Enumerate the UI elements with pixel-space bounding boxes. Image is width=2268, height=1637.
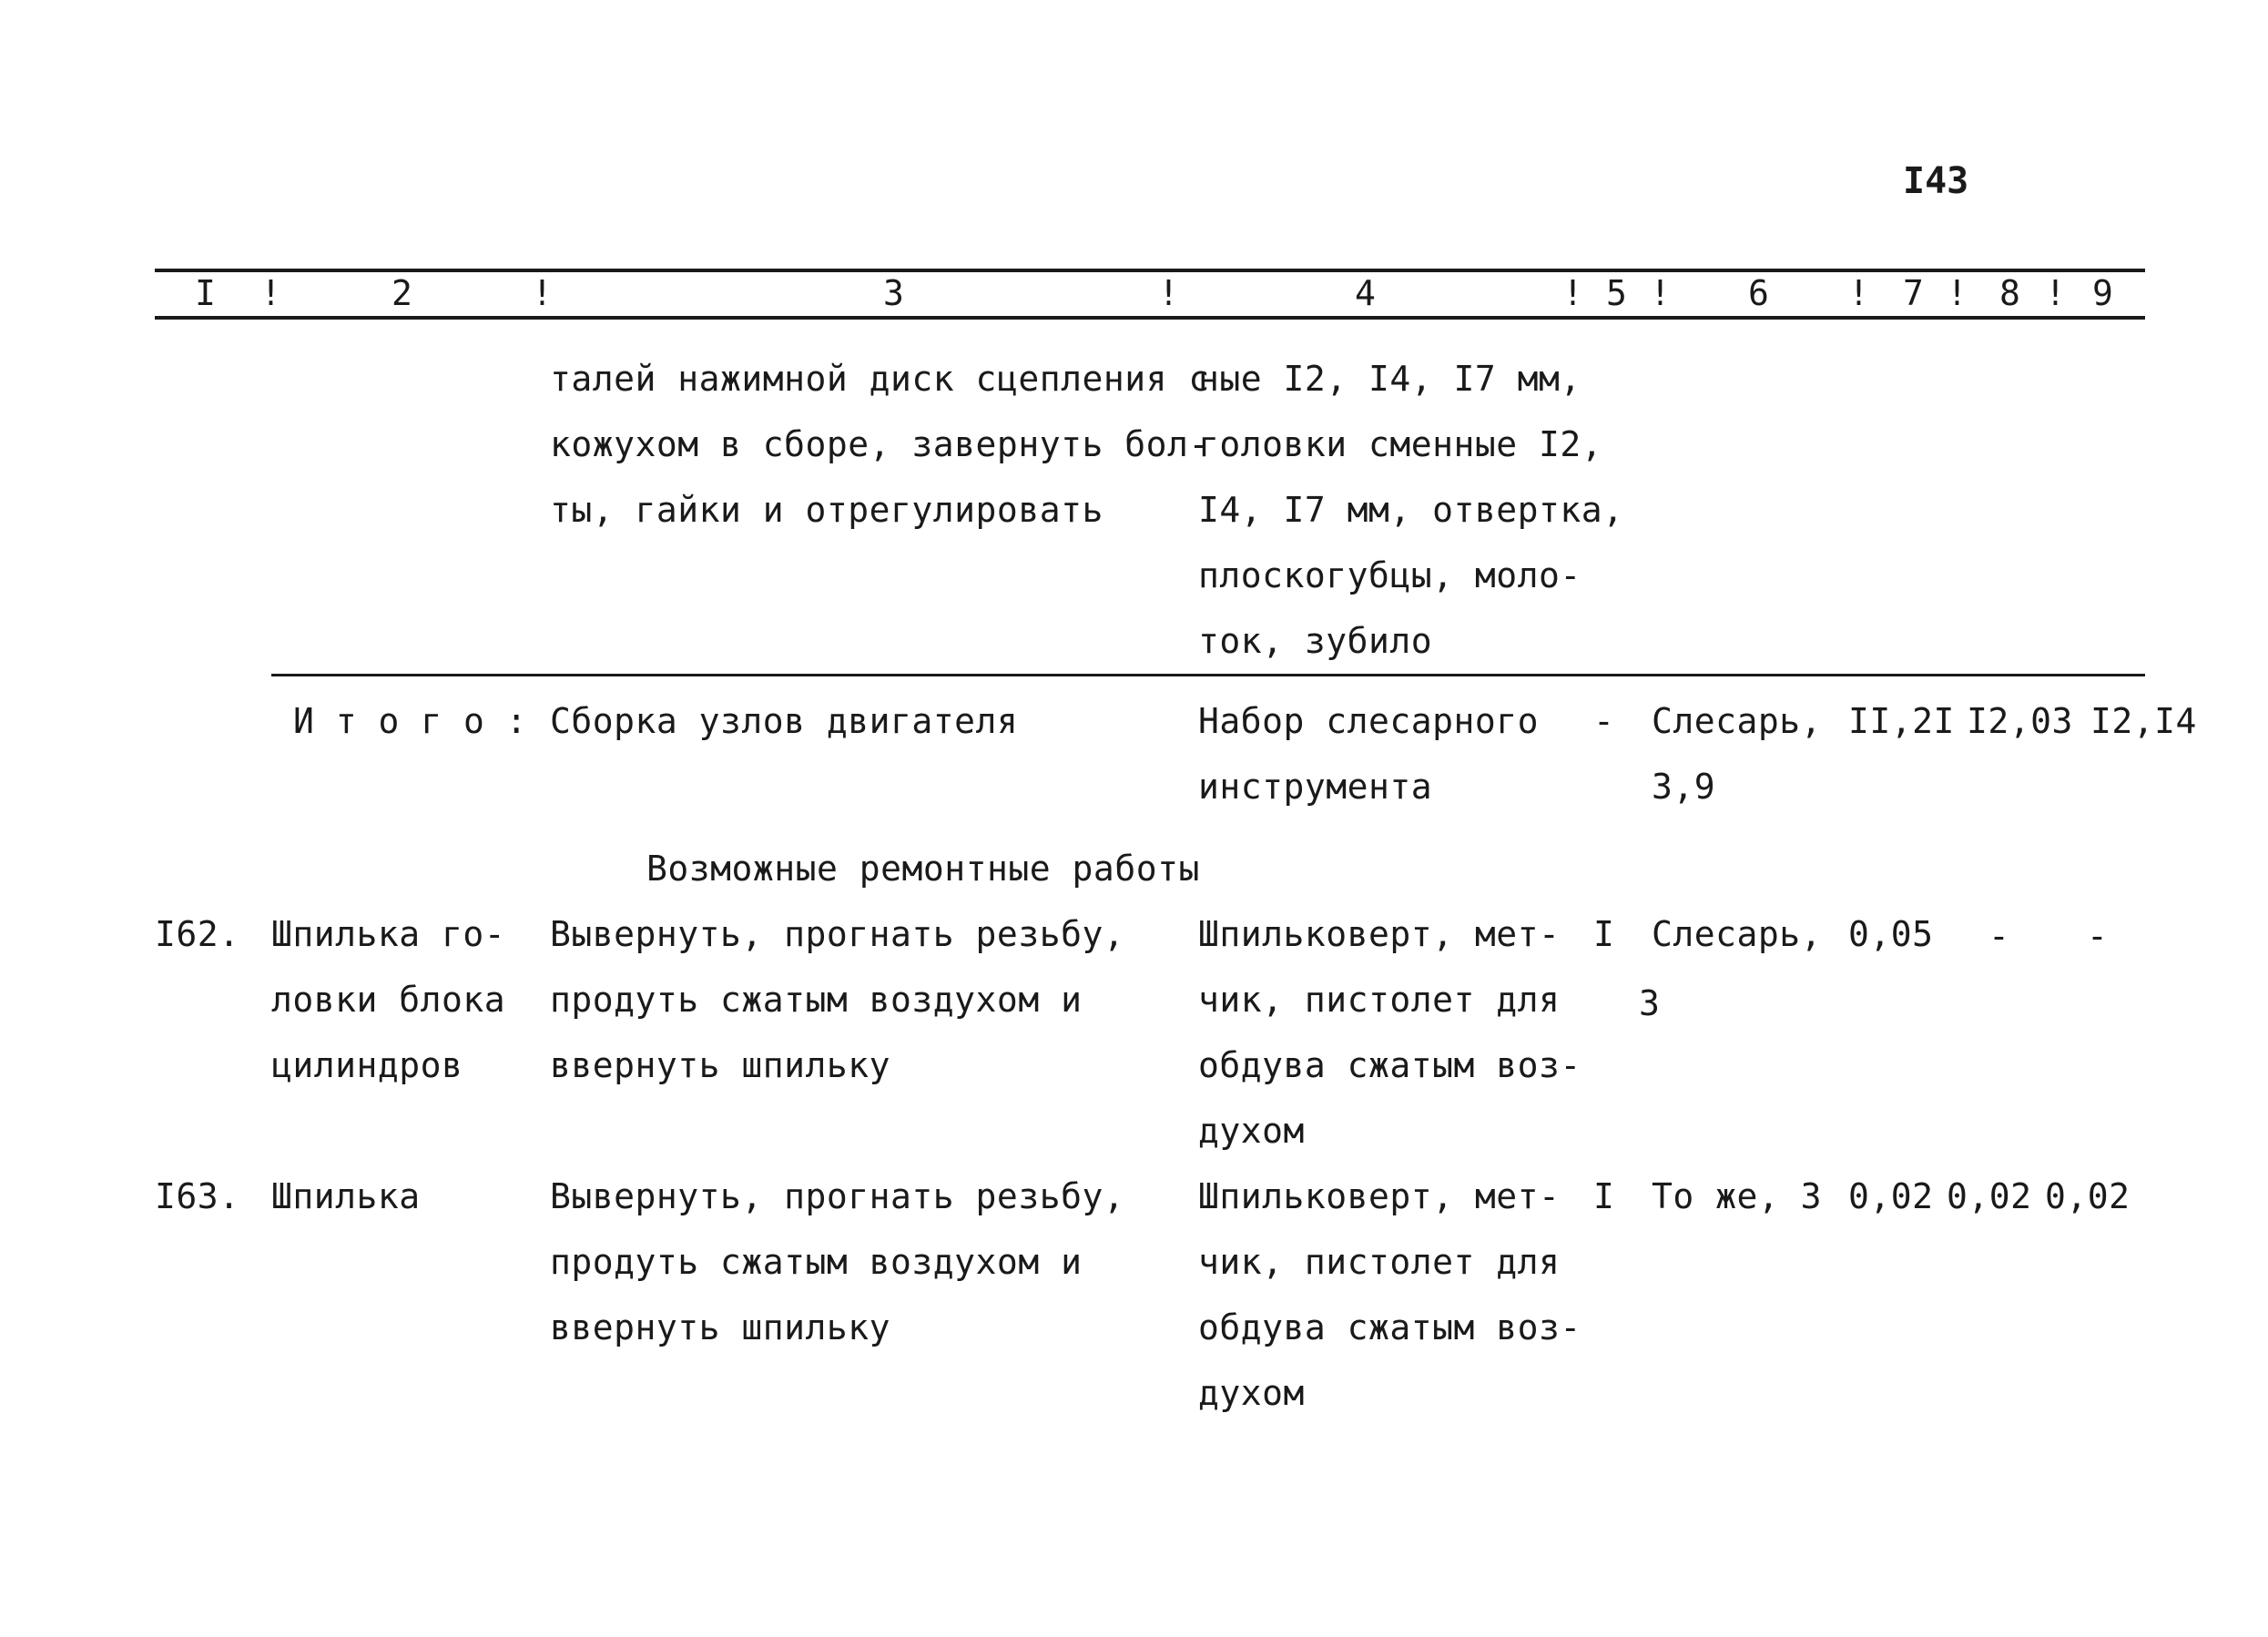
- row-col2-line: Шпилька: [271, 1176, 421, 1216]
- header-sep-2: !: [532, 273, 554, 313]
- total-col6-line: 3,9: [1652, 767, 1716, 807]
- row-col4-line: обдува сжатым воз-: [1198, 1045, 1581, 1085]
- row-number: I63.: [155, 1176, 240, 1216]
- row-col7: 0,02: [1848, 1176, 1934, 1216]
- header-col-3: 3: [883, 273, 905, 313]
- page-number: I43: [1903, 160, 1969, 202]
- header-col-9: 9: [2092, 273, 2114, 313]
- header-sep-6: !: [1848, 273, 1870, 313]
- row-col7: 0,05: [1848, 914, 1934, 954]
- row-col8: -: [1988, 916, 2010, 956]
- total-col7: II,2I: [1848, 701, 1955, 741]
- cont-col3-line: ты, гайки и отрегулировать: [550, 490, 1103, 530]
- header-col-5: 5: [1606, 273, 1628, 313]
- row-number: I62.: [155, 914, 240, 954]
- cont-col3-line: талей нажимной диск сцепления с: [550, 359, 1210, 399]
- header-bottom-rule: [155, 316, 2145, 320]
- cont-col4-line: головки сменные I2,: [1198, 424, 1603, 464]
- row-col3-line: ввернуть шпильку: [550, 1307, 891, 1347]
- row-col5: I: [1593, 914, 1615, 954]
- row-col6-line: 3: [1639, 983, 1661, 1023]
- total-col9: I2,I4: [2090, 701, 2197, 741]
- row-col9: 0,02: [2045, 1176, 2131, 1216]
- total-label: И т о г о :: [293, 701, 528, 741]
- row-col4-line: духом: [1198, 1373, 1305, 1413]
- header-sep-3: !: [1158, 273, 1180, 313]
- cont-col3-line: кожухом в сборе, завернуть бол-: [550, 424, 1210, 464]
- row-col4-line: духом: [1198, 1111, 1305, 1151]
- header-sep-4: !: [1562, 273, 1584, 313]
- row-col2-line: ловки блока: [271, 980, 506, 1020]
- header-col-6: 6: [1748, 273, 1770, 313]
- row-col9: -: [2087, 916, 2109, 956]
- row-col3-line: Вывернуть, прогнать резьбу,: [550, 914, 1125, 954]
- total-col8: I2,03: [1967, 701, 2073, 741]
- section-title: Возможные ремонтные работы: [646, 849, 1200, 889]
- row-col2-line: Шпилька го-: [271, 914, 506, 954]
- header-col-4: 4: [1355, 273, 1377, 313]
- total-col3: Сборка узлов двигателя: [550, 701, 1019, 741]
- header-col-1: I: [195, 273, 217, 313]
- cont-col4-line: ные I2, I4, I7 мм,: [1198, 359, 1581, 399]
- row-col5: I: [1593, 1176, 1615, 1216]
- total-col4-line: инструмента: [1198, 767, 1433, 807]
- total-separator-rule: [271, 674, 2145, 676]
- row-col2-line: цилиндров: [271, 1045, 463, 1085]
- row-col4-line: Шпильковерт, мет-: [1198, 1176, 1561, 1216]
- cont-col4-line: ток, зубило: [1198, 621, 1433, 661]
- row-col4-line: Шпильковерт, мет-: [1198, 914, 1561, 954]
- row-col3-line: продуть сжатым воздухом и: [550, 1242, 1083, 1282]
- row-col8: 0,02: [1947, 1176, 2032, 1216]
- total-col6-line: Слесарь,: [1652, 701, 1823, 741]
- row-col4-line: чик, пистолет для: [1198, 1242, 1561, 1282]
- total-col5: -: [1593, 701, 1615, 741]
- header-sep-5: !: [1650, 273, 1672, 313]
- header-col-7: 7: [1903, 273, 1925, 313]
- header-col-2: 2: [392, 273, 413, 313]
- header-top-rule: [155, 269, 2145, 272]
- row-col4-line: обдува сжатым воз-: [1198, 1307, 1581, 1347]
- header-sep-8: !: [2045, 273, 2067, 313]
- row-col6-line: То же, 3: [1652, 1176, 1823, 1216]
- row-col4-line: чик, пистолет для: [1198, 980, 1561, 1020]
- header-col-8: 8: [1999, 273, 2021, 313]
- total-col4-line: Набор слесарного: [1198, 701, 1540, 741]
- header-sep-1: !: [260, 273, 282, 313]
- cont-col4-line: плоскогубцы, моло-: [1198, 555, 1581, 595]
- row-col3-line: ввернуть шпильку: [550, 1045, 891, 1085]
- row-col3-line: Вывернуть, прогнать резьбу,: [550, 1176, 1125, 1216]
- row-col6-line: Слесарь,: [1652, 914, 1823, 954]
- header-sep-7: !: [1947, 273, 1968, 313]
- cont-col4-line: I4, I7 мм, отвертка,: [1198, 490, 1624, 530]
- row-col3-line: продуть сжатым воздухом и: [550, 980, 1083, 1020]
